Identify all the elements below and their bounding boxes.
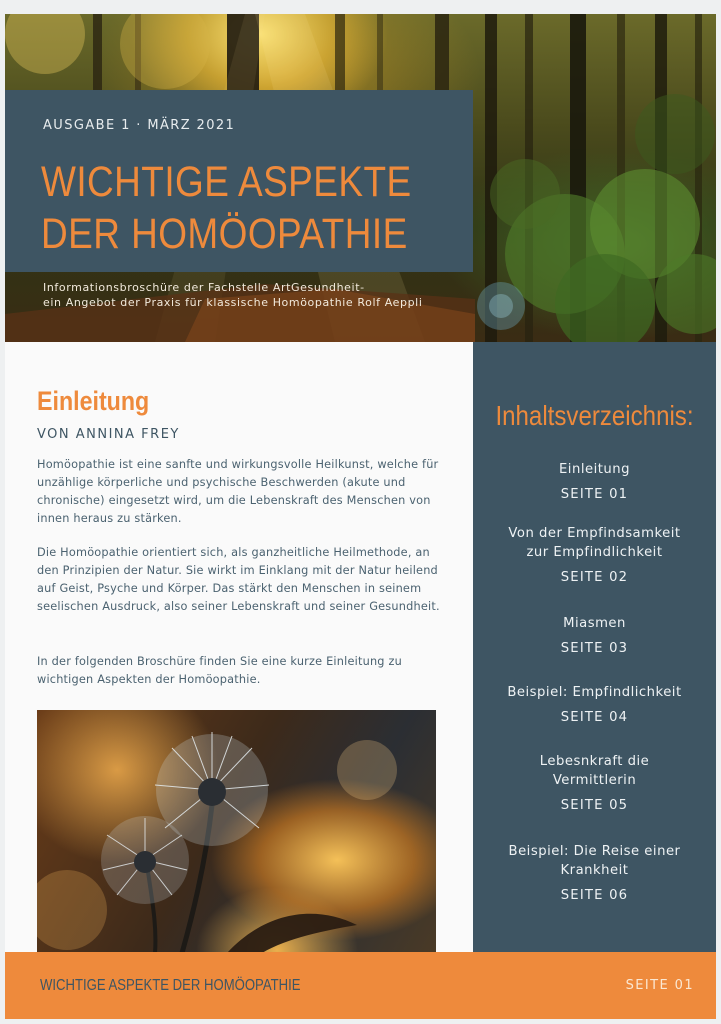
toc-entry-label-2: Krankheit (560, 863, 629, 878)
toc-entry-label: Lebesnkraft die (539, 754, 650, 769)
brochure-page (5, 14, 716, 1019)
toc-entry-label: Beispiel: Empfindlichkeit (507, 685, 682, 700)
toc-entry-label-2: zur Empfindlichkeit (526, 545, 663, 560)
toc-entry-page: SEITE 01 (560, 487, 629, 502)
toc-entry-label: Beispiel: Die Reise einer (508, 844, 681, 859)
toc-entry-page: SEITE 06 (560, 888, 629, 903)
intro-paragraph-2: Die Homöopathie orientiert sich, als ganzheitliche Heilmethode, an den Prinzipien der Natur. Sie wirkt im Einklang mit der Natur heilend auf Geist, Psyche und Körper. Das stärkt den Menschen in seinem seelischen Ausdruck, also seiner Lebenskraft und seiner Gesundheit. (37, 546, 440, 613)
intro-paragraph-1: Homöopathie ist eine sanfte und wirkungsvolle Heilkunst, welche für unzählige körperliche und psychische Beschwerden (akute und chronische) eingesetzt wird, um die Lebenskraft des Menschen von innen heraus zu stärken. (37, 458, 439, 525)
toc-entry-label: Von der Empfindsamkeit (508, 526, 681, 541)
toc-entry-miasmen[interactable] (473, 614, 716, 656)
title-line-2: DER HOMÖOPATHIE (41, 210, 408, 258)
toc-entry-empfindsamkeit[interactable] (473, 524, 716, 585)
toc-entry-reise-krankheit[interactable] (473, 842, 716, 903)
table-of-contents (473, 342, 716, 952)
dandelion-image (37, 710, 436, 953)
toc-entry-beispiel-empfindlichkeit[interactable] (473, 683, 716, 725)
footer-bar (5, 952, 716, 1019)
subtitle-line-1: Informationsbroschüre der Fachstelle ArtGesundheit- (43, 281, 365, 294)
toc-title: Inhaltsverzeichnis: (495, 400, 694, 431)
toc-entry-page: SEITE 05 (560, 798, 629, 813)
intro-paragraph-3: In der folgenden Broschüre finden Sie eine kurze Einleitung zu wichtigen Aspekten der Homöopathie. (37, 655, 402, 686)
toc-entry-page: SEITE 02 (560, 570, 629, 585)
footer-page-number: SEITE 01 (625, 978, 694, 993)
dandelion-photo (37, 710, 436, 953)
toc-entry-einleitung[interactable] (473, 460, 716, 502)
footer-title: WICHTIGE ASPEKTE DER HOMÖOPATHIE (40, 977, 301, 994)
header-banner (5, 14, 716, 342)
toc-entry-label: Einleitung (558, 462, 631, 477)
title-line-1: WICHTIGE ASPEKTE (41, 158, 412, 206)
brochure-subtitle (43, 280, 422, 310)
intro-author: VON ANNINA FREY (37, 427, 180, 442)
brochure-title (41, 156, 412, 260)
subtitle-line-2: ein Angebot der Praxis für klassische Homöopathie Rolf Aeppli (43, 296, 423, 309)
intro-heading: Einleitung (37, 386, 150, 416)
toc-entry-label: Miasmen (563, 616, 626, 631)
toc-entry-lebenskraft[interactable] (473, 752, 716, 813)
issue-label: AUSGABE 1 · MÄRZ 2021 (43, 118, 236, 133)
toc-entry-page: SEITE 03 (560, 641, 629, 656)
toc-entry-label-2: Vermittlerin (552, 773, 637, 788)
toc-entry-page: SEITE 04 (560, 710, 629, 725)
